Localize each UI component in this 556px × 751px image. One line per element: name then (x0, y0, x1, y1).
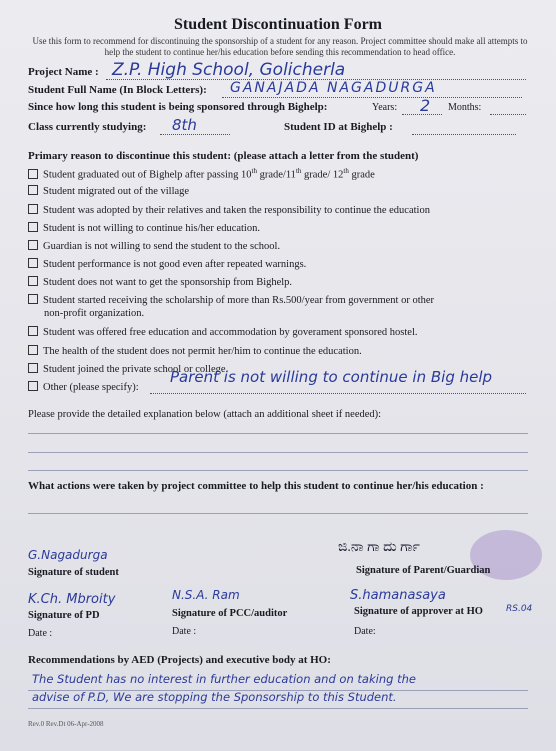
parent-signature-label: Signature of Parent/Guardian (356, 565, 491, 576)
reason-graduated[interactable]: Student graduated out of Bighelp after passing 10th grade/11th grade/ 12th grade (28, 167, 375, 181)
years-label: Years: (372, 102, 398, 113)
student-name-value[interactable]: GANAJADA NAGADURGA (230, 80, 437, 96)
checkbox[interactable] (28, 326, 38, 336)
form-intro: Use this form to recommend for discontinuing the sponsorship of a student for any reason. Project committee should make all attempts to help the student to continue her/his education before sending this recommendation to head office. (32, 36, 528, 57)
other-line (150, 393, 526, 394)
reason-other[interactable]: Other (please specify): (28, 381, 139, 393)
reason-hostel[interactable]: Student was offered free education and accommodation by goverament sponsored hostel. (28, 326, 417, 338)
reason-health[interactable]: The health of the student does not permit her/him to continue the education. (28, 345, 362, 357)
pcc-signature-label: Signature of PCC/auditor (172, 608, 288, 619)
approver-date-label: Date: (354, 626, 376, 637)
pd-signature[interactable]: K.Ch. Mbroity (28, 592, 116, 607)
explanation-label: Please provide the detailed explanation below (attach an additional sheet if needed): (28, 409, 382, 420)
explanation-line-3[interactable] (28, 470, 528, 471)
explanation-line-2[interactable] (28, 452, 528, 453)
approver-signature[interactable]: S.hamanasaya (350, 588, 446, 603)
reason-scholarship[interactable]: Student started receiving the scholarship of more than Rs.500/year from government or other (28, 294, 434, 306)
student-name-label: Student Full Name (In Block Letters): (28, 84, 207, 96)
approver-note: RS.04 (506, 604, 533, 614)
pcc-signature[interactable]: N.S.A. Ram (172, 588, 240, 602)
months-label: Months: (448, 102, 482, 113)
pcc-date-label: Date : (172, 626, 197, 637)
reason-scholarship-cont: non-profit organization. (44, 308, 145, 319)
actions-label: What actions were taken by project committee to help this student to continue her/his education : (28, 480, 484, 492)
student-signature-label: Signature of student (28, 567, 119, 578)
student-id-label: Student ID at Bighelp : (284, 121, 393, 133)
pd-date-label: Date : (28, 628, 53, 639)
project-name-label: Project Name : (28, 66, 99, 78)
reasons-heading: Primary reason to discontinue this student: (please attach a letter from the student) (28, 150, 419, 162)
actions-line-1[interactable] (28, 513, 528, 514)
form-title: Student Discontinuation Form (173, 16, 383, 33)
pd-signature-label: Signature of PD (28, 610, 100, 621)
class-value[interactable]: 8th (172, 116, 197, 134)
checkbox[interactable] (28, 258, 38, 268)
recommendation-label: Recommendations by AED (Projects) and executive body at HO: (28, 654, 331, 666)
checkbox[interactable] (28, 294, 38, 304)
recommendation-text-1[interactable]: The Student has no interest in further education and on taking the (32, 672, 416, 686)
checkbox[interactable] (28, 276, 38, 286)
student-signature[interactable]: G.Nagadurga (28, 548, 108, 562)
class-line (160, 134, 230, 135)
checkbox[interactable] (28, 169, 38, 179)
reason-adopted[interactable]: Student was adopted by their relatives and taken the responsibility to continue the education (28, 204, 430, 216)
class-label: Class currently studying: (28, 121, 147, 133)
checkbox[interactable] (28, 222, 38, 232)
checkbox[interactable] (28, 381, 38, 391)
project-name-value[interactable]: Z.P. High School, Golicherla (112, 60, 346, 80)
recommendation-text-2[interactable]: advise of P.D, We are stopping the Sponsorship to this Student. (32, 690, 397, 704)
checkbox[interactable] (28, 345, 38, 355)
checkbox[interactable] (28, 185, 38, 195)
reason-guardian[interactable]: Guardian is not willing to send the student to the school. (28, 240, 280, 252)
revision-footer: Rev.0 Rev.Dt 06-Apr-2008 (28, 720, 104, 728)
reason-migrated[interactable]: Student migrated out of the village (28, 185, 189, 197)
months-line (490, 114, 526, 115)
checkbox[interactable] (28, 204, 38, 214)
student-name-line (222, 97, 522, 98)
other-value[interactable]: Parent is not willing to continue in Big help (170, 368, 493, 386)
student-id-line (412, 134, 516, 135)
explanation-line-1[interactable] (28, 433, 528, 434)
reason-not-willing[interactable]: Student is not willing to continue his/her education. (28, 222, 260, 234)
years-value[interactable]: 2 (420, 96, 431, 115)
approver-signature-label: Signature of approver at HO (354, 606, 483, 617)
reason-no-sponsorship[interactable]: Student does not want to get the sponsorship from Bighelp. (28, 276, 292, 288)
checkbox[interactable] (28, 363, 38, 373)
reason-private-school[interactable]: Student joined the private school or college. (28, 363, 228, 375)
parent-signature[interactable]: ಜಿ.ನಾ ಗಾ ದು ರ್ಗಾ (338, 540, 420, 555)
recommendation-line-2[interactable] (28, 708, 528, 709)
checkbox[interactable] (28, 240, 38, 250)
reason-performance[interactable]: Student performance is not good even after repeated warnings. (28, 258, 306, 270)
sponsored-since-label: Since how long this student is being sponsored through Bighelp: (28, 101, 328, 113)
